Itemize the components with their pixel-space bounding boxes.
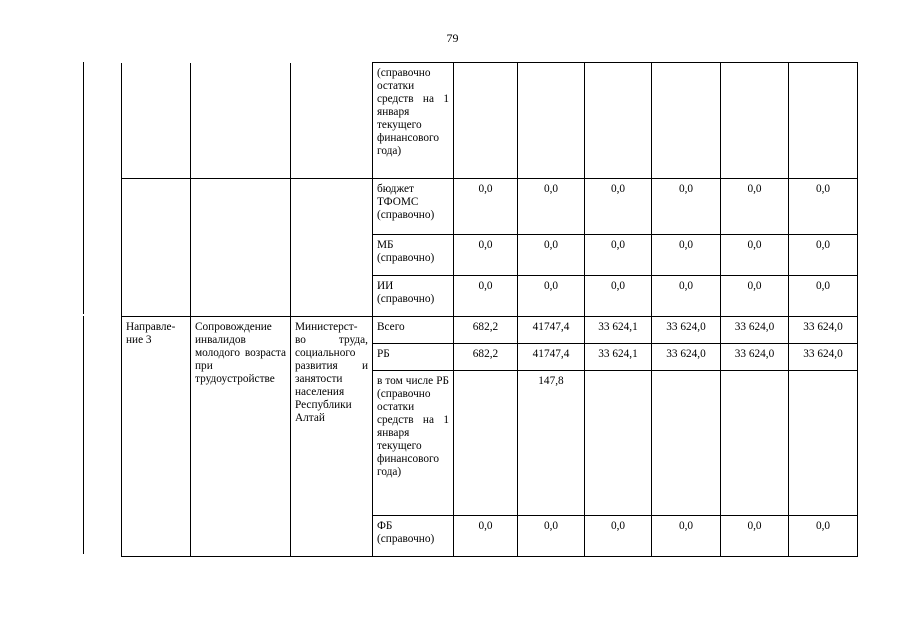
value-cell: 0,0 bbox=[585, 516, 652, 557]
value-cell bbox=[454, 63, 518, 179]
value-cell: 0,0 bbox=[518, 235, 585, 276]
funding-source-cell: бюджет ТФОМС (справочно) bbox=[373, 179, 454, 235]
value-cell: 33 624,0 bbox=[652, 317, 721, 344]
funding-source-cell: Всего bbox=[373, 317, 454, 344]
funding-source-cell: РБ bbox=[373, 344, 454, 371]
value-cell bbox=[652, 63, 721, 179]
left-margin-line-upper bbox=[83, 62, 84, 314]
value-cell: 41747,4 bbox=[518, 317, 585, 344]
value-cell: 0,0 bbox=[652, 179, 721, 235]
value-cell: 0,0 bbox=[518, 516, 585, 557]
value-cell bbox=[789, 63, 858, 179]
table-row bbox=[122, 317, 858, 344]
funding-source-cell: ИИ (справочно) bbox=[373, 276, 454, 317]
funding-source-cell: ФБ (справочно) bbox=[373, 516, 454, 557]
executor-cell-empty bbox=[291, 276, 373, 317]
value-cell: 0,0 bbox=[518, 276, 585, 317]
executor-cell-empty bbox=[291, 235, 373, 276]
value-cell: 0,0 bbox=[652, 235, 721, 276]
direction-name-cell: Сопровождение инвалидов молодого возраста при трудоустройстве bbox=[191, 317, 291, 557]
value-cell: 0,0 bbox=[789, 235, 858, 276]
table-row bbox=[122, 235, 858, 276]
page-number: 79 bbox=[446, 31, 459, 45]
value-cell: 0,0 bbox=[585, 276, 652, 317]
value-cell: 0,0 bbox=[652, 516, 721, 557]
budget-table bbox=[121, 62, 858, 557]
value-cell bbox=[454, 371, 518, 516]
value-cell bbox=[652, 371, 721, 516]
value-cell: 0,0 bbox=[721, 235, 789, 276]
value-cell: 682,2 bbox=[454, 344, 518, 371]
value-cell: 0,0 bbox=[454, 276, 518, 317]
value-cell: 0,0 bbox=[585, 179, 652, 235]
value-cell bbox=[585, 63, 652, 179]
value-cell: 0,0 bbox=[454, 179, 518, 235]
executor-cell-empty bbox=[291, 63, 373, 179]
value-cell: 0,0 bbox=[789, 276, 858, 317]
value-cell bbox=[721, 63, 789, 179]
value-cell: 0,0 bbox=[652, 276, 721, 317]
value-cell: 682,2 bbox=[454, 317, 518, 344]
name-cell-empty bbox=[191, 276, 291, 317]
name-cell-empty bbox=[191, 63, 291, 179]
executor-cell: Министерст-во труда, социального развития и занятости населения Республики Алтай bbox=[291, 317, 373, 557]
table-row bbox=[122, 179, 858, 235]
value-cell: 0,0 bbox=[721, 516, 789, 557]
value-cell: 33 624,0 bbox=[789, 344, 858, 371]
value-cell bbox=[585, 371, 652, 516]
code-cell-empty bbox=[122, 276, 191, 317]
value-cell: 0,0 bbox=[789, 179, 858, 235]
name-cell-empty bbox=[191, 179, 291, 235]
value-cell: 0,0 bbox=[721, 179, 789, 235]
value-cell: 0,0 bbox=[454, 516, 518, 557]
value-cell: 33 624,0 bbox=[789, 317, 858, 344]
value-cell: 0,0 bbox=[518, 179, 585, 235]
value-cell: 33 624,1 bbox=[585, 344, 652, 371]
executor-cell-empty bbox=[291, 179, 373, 235]
value-cell: 0,0 bbox=[789, 516, 858, 557]
code-cell-empty bbox=[122, 235, 191, 276]
funding-source-cell: в том числе РБ (справочно остатки средств на 1 января текущего финансового года) bbox=[373, 371, 454, 516]
funding-source-cell: МБ (справочно) bbox=[373, 235, 454, 276]
value-cell: 33 624,1 bbox=[585, 317, 652, 344]
value-cell: 0,0 bbox=[454, 235, 518, 276]
value-cell bbox=[721, 371, 789, 516]
direction-code-cell: Направле-ние 3 bbox=[122, 317, 191, 557]
value-cell: 33 624,0 bbox=[721, 344, 789, 371]
value-cell: 33 624,0 bbox=[652, 344, 721, 371]
value-cell: 0,0 bbox=[585, 235, 652, 276]
value-cell: 0,0 bbox=[721, 276, 789, 317]
left-margin-line-lower bbox=[83, 316, 84, 554]
name-cell-empty bbox=[191, 235, 291, 276]
value-cell: 41747,4 bbox=[518, 344, 585, 371]
table-row bbox=[122, 276, 858, 317]
value-cell bbox=[518, 63, 585, 179]
funding-source-cell: (справочно остатки средств на 1 января текущего финансового года) bbox=[373, 63, 454, 179]
table-row bbox=[122, 63, 858, 179]
code-cell-empty bbox=[122, 179, 191, 235]
value-cell: 147,8 bbox=[518, 371, 585, 516]
code-cell-empty bbox=[122, 63, 191, 179]
value-cell: 33 624,0 bbox=[721, 317, 789, 344]
value-cell bbox=[789, 371, 858, 516]
